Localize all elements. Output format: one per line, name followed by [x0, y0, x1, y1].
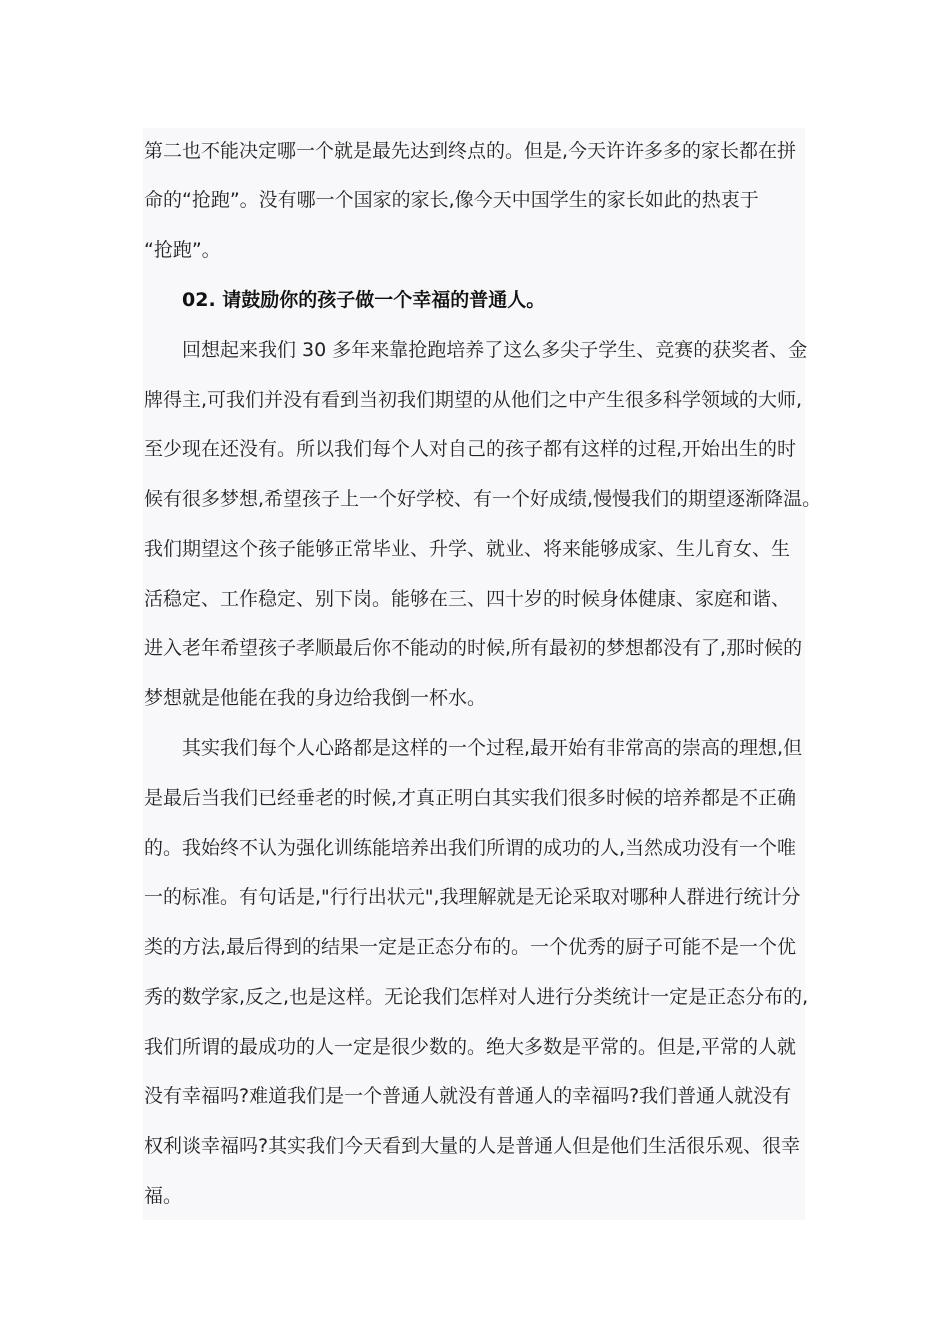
paragraph-line: 活稳定、工作稳定、别下岗。能够在三、四十岁的时候身体健康、家庭和谐、 — [144, 588, 791, 610]
paragraph-line: 权利谈幸福吗?其实我们今天看到大量的人是普通人但是他们生活很乐观、很幸 — [144, 1135, 801, 1157]
paragraph-line: 梦想就是他能在我的身边给我倒一杯水。 — [144, 687, 487, 709]
paragraph-line: 没有幸福吗?难道我们是一个普通人就没有普通人的幸福吗?我们普通人就没有 — [144, 1085, 792, 1107]
paragraph-line: 的。我始终不认为强化训练能培养出我们所谓的成功的人,当然成功没有一个唯 — [144, 837, 797, 859]
paragraph-line: 回想起来我们 30 多年来靠抢跑培养了这么多尖子学生、竞赛的获奖者、金 — [182, 339, 808, 361]
paragraph-line: “抢跑”。 — [144, 239, 221, 261]
paragraph-line: 候有很多梦想,希望孩子上一个好学校、有一个好成绩,慢慢我们的期望逐渐降温。 — [144, 488, 822, 510]
paragraph-line: 牌得主,可我们并没有看到当初我们期望的从他们之中产生很多科学领域的大师, — [144, 389, 803, 411]
paragraph-line: 福。 — [144, 1185, 183, 1207]
paragraph-line: 秀的数学家,反之,也是这样。无论我们怎样对人进行分类统计一定是正态分布的, — [144, 986, 809, 1008]
paragraph-line: 我们期望这个孩子能够正常毕业、升学、就业、将来能够成家、生儿育女、生 — [144, 538, 791, 560]
paragraph-line: 进入老年希望孩子孝顺最后你不能动的时候,所有最初的梦想都没有了,那时候的 — [144, 637, 803, 659]
paragraph-line: 其实我们每个人心路都是这样的一个过程,最开始有非常高的崇高的理想,但 — [182, 737, 803, 759]
paragraph-line: 类的方法,最后得到的结果一定是正态分布的。一个优秀的厨子可能不是一个优 — [144, 936, 797, 958]
paragraph-line: 是最后当我们已经垂老的时候,才真正明白其实我们很多时候的培养都是不正确 — [144, 787, 797, 809]
section-heading: 02. 请鼓励你的孩子做一个幸福的普通人。 — [182, 289, 546, 311]
paragraph-line: 第二也不能决定哪一个就是最先达到终点的。但是,今天许许多多的家长都在拼 — [144, 140, 797, 162]
paragraph-line: 至少现在还没有。所以我们每个人对自己的孩子都有这样的过程,开始出生的时 — [144, 438, 797, 460]
paragraph-line: 命的“抢跑”。没有哪一个国家的家长,像今天中国学生的家长如此的热衷于 — [144, 189, 759, 211]
paragraph-line: 我们所谓的最成功的人一定是很少数的。绝大多数是平常的。但是,平常的人就 — [144, 1036, 797, 1058]
paragraph-line: 一的标准。有句话是,"行行出状元",我理解就是无论采取对哪种人群进行统计分 — [144, 886, 801, 908]
